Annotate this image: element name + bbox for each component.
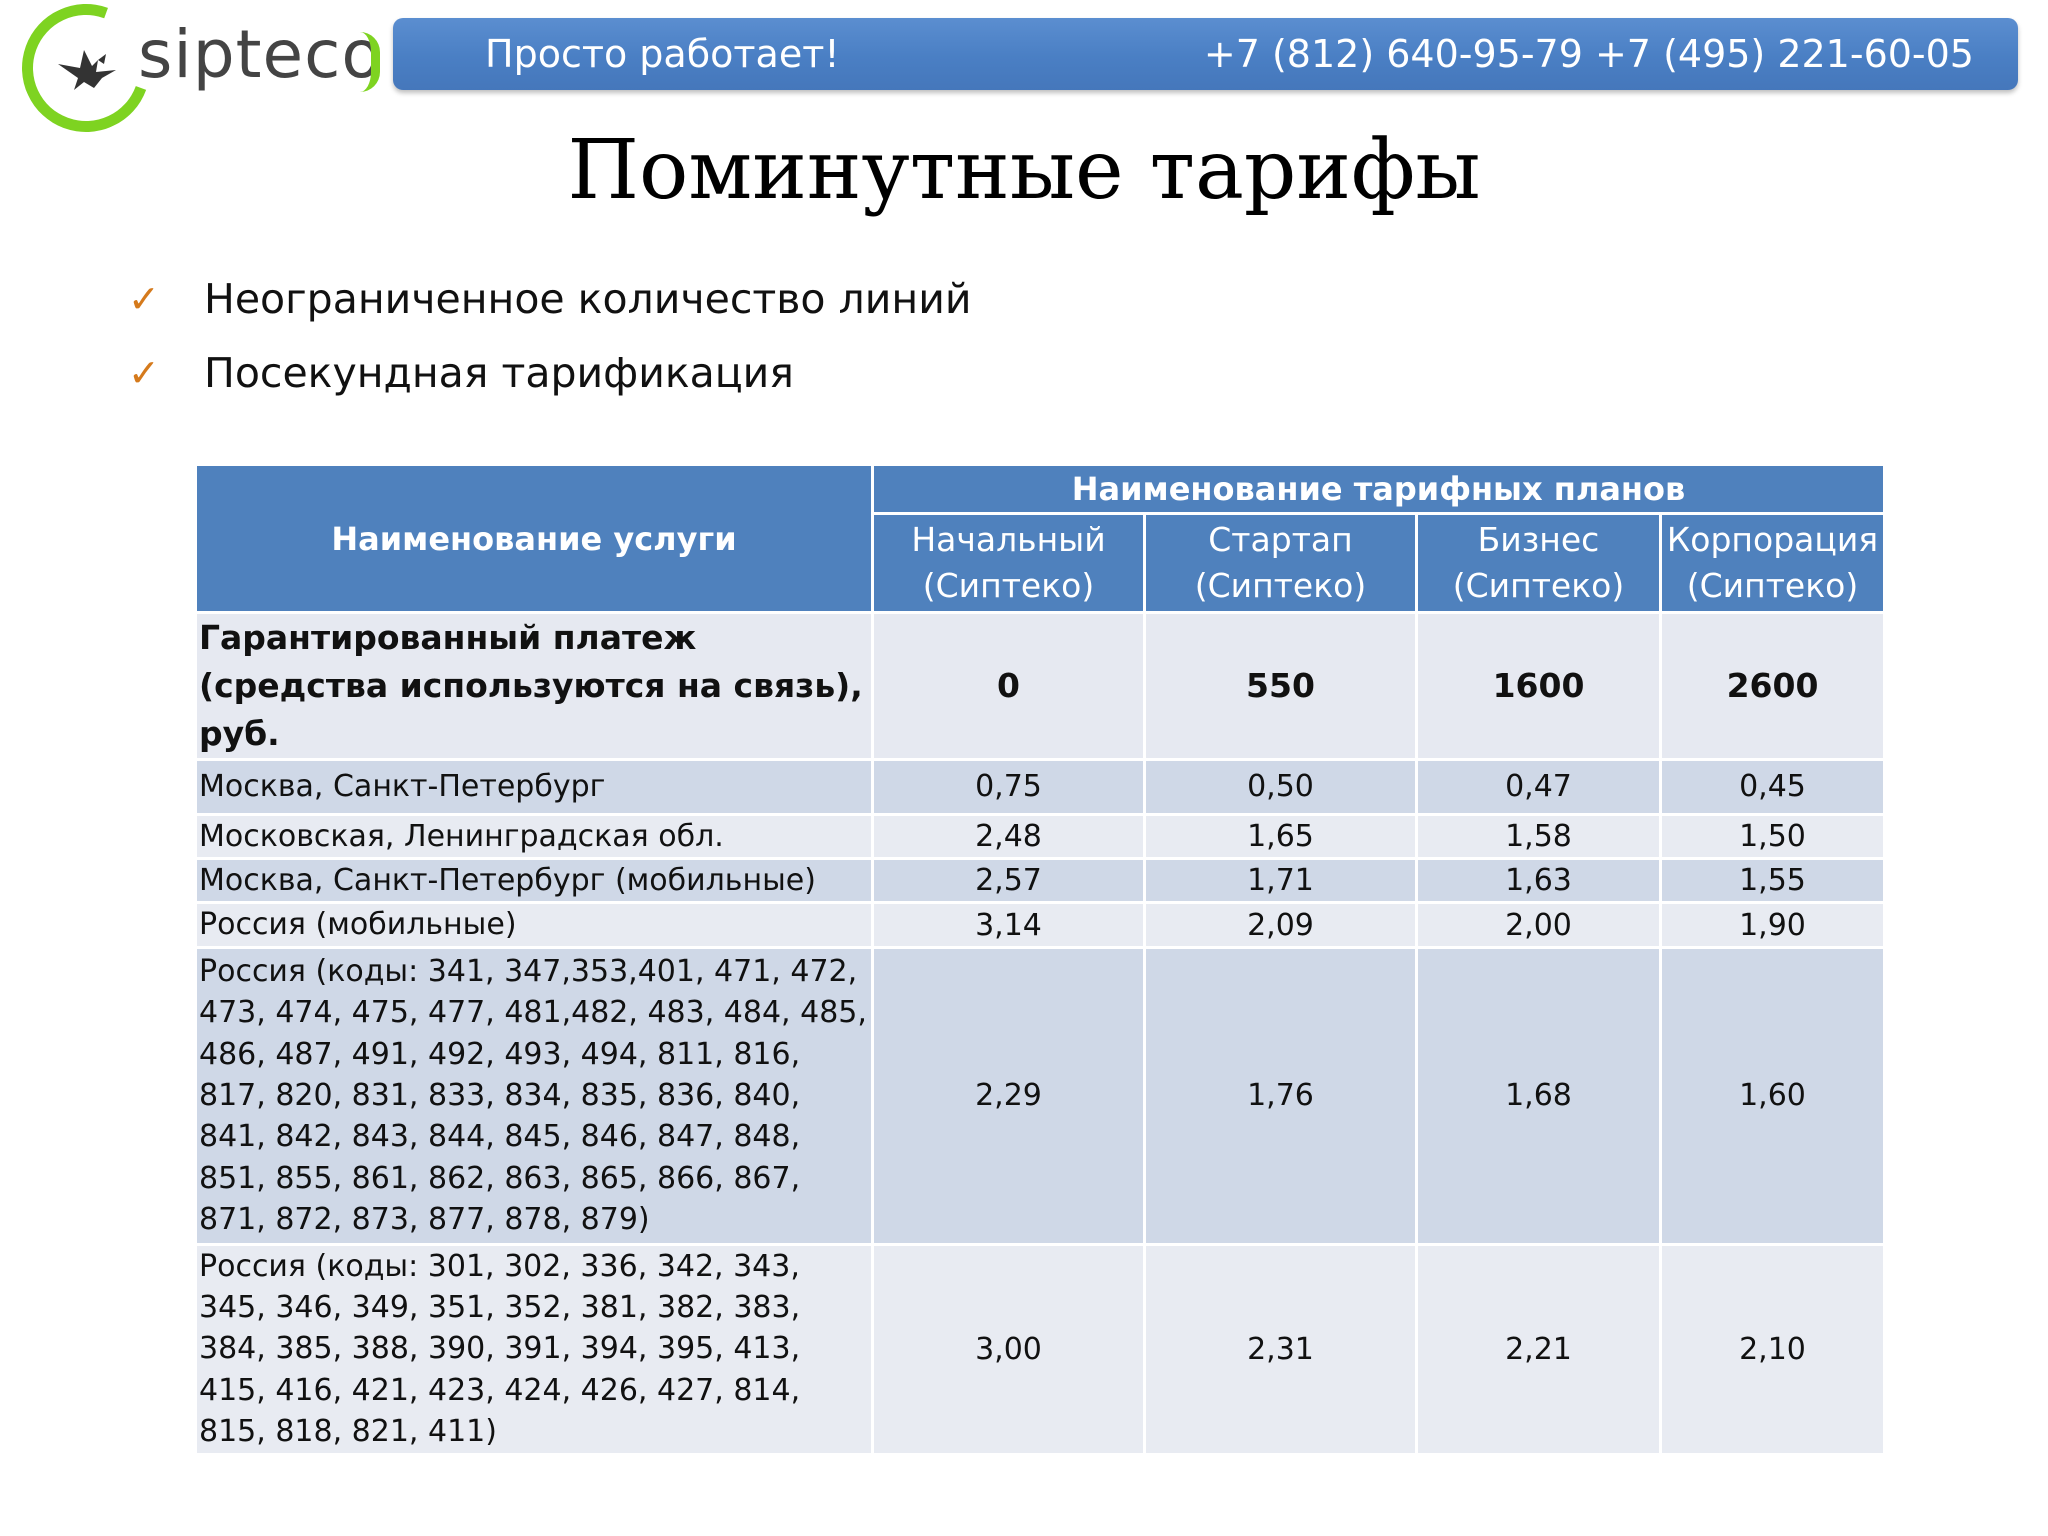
- header-plan: [1661, 514, 1885, 613]
- row-label: Москва, Санкт-Петербург: [196, 759, 873, 814]
- feature-text: Посекундная тарификация: [204, 349, 794, 397]
- plan-name: Бизнес: [1477, 519, 1600, 559]
- row-value: 0,50: [1145, 759, 1417, 814]
- page-title: Поминутные тарифы: [567, 123, 1481, 218]
- header-plans-group: Наименование тарифных планов: [873, 465, 1885, 514]
- row-value: 0,45: [1661, 759, 1885, 814]
- plan-sub: (Сиптеко): [1194, 566, 1367, 605]
- plan-name: Корпорация: [1666, 519, 1879, 559]
- row-value: 0,75: [873, 759, 1145, 814]
- row-value: 3,14: [873, 903, 1145, 947]
- row-value: 2,29: [873, 947, 1145, 1244]
- row-value: 1,68: [1417, 947, 1661, 1244]
- table-row: [196, 903, 1885, 947]
- header-plan: [873, 514, 1145, 613]
- banner-slogan: Просто работает!: [485, 32, 840, 76]
- row-label: Москва, Санкт-Петербург (мобильные): [196, 858, 873, 902]
- row-label: Россия (коды: 301, 302, 336, 342, 343, 345, 346, 349, 351, 352, 381, 382, 383, 384, 385, 388, 390, 391, 394, 395, 413, 415, 416, 421, 423, 424, 426, 427, 814, 815, 818, 821, 411): [196, 1244, 873, 1454]
- header-plan: [1145, 514, 1417, 613]
- table-row: [196, 947, 1885, 1244]
- row-value: 2,09: [1145, 903, 1417, 947]
- table-row: [196, 759, 1885, 814]
- row-label: Россия (коды: 341, 347,353,401, 471, 472, 473, 474, 475, 477, 481,482, 483, 484, 485, 486, 487, 491, 492, 493, 494, 811, 816, 817, 820, 831, 833, 834, 835, 836, 840, 841, 842, 843, 844, 845, 846, 847, 848, 851, 855, 861, 862, 863, 865, 866, 867, 871, 872, 873, 877, 878, 879): [196, 947, 873, 1244]
- plan-sub: (Сиптеко): [1686, 566, 1859, 605]
- table-row: [196, 814, 1885, 858]
- row-value: 0,47: [1417, 759, 1661, 814]
- row-label: Гарантированный платеж (средства используются на связь), руб.: [196, 613, 873, 760]
- row-value: 1,90: [1661, 903, 1885, 947]
- tariff-table: [194, 463, 1886, 1456]
- row-value: 2,57: [873, 858, 1145, 902]
- header-plan: [1417, 514, 1661, 613]
- row-value: 2,10: [1661, 1244, 1885, 1454]
- row-value: 1,55: [1661, 858, 1885, 902]
- checkmark-icon: ✓: [128, 351, 160, 395]
- dove-icon: [54, 38, 124, 98]
- feature-list: [128, 262, 972, 410]
- row-value: 1,65: [1145, 814, 1417, 858]
- plan-name: Стартап: [1208, 519, 1353, 559]
- feature-text: Неограниченное количество линий: [204, 275, 972, 323]
- row-value: 1,50: [1661, 814, 1885, 858]
- table-row: [196, 858, 1885, 902]
- row-label: Московская, Ленинградская обл.: [196, 814, 873, 858]
- table-row: [196, 1244, 1885, 1454]
- row-value: 1,71: [1145, 858, 1417, 902]
- top-banner: [393, 18, 2018, 90]
- row-value: 1600: [1417, 613, 1661, 760]
- row-value: 2,31: [1145, 1244, 1417, 1454]
- row-value: 0: [873, 613, 1145, 760]
- banner-phones: +7 (812) 640-95-79 +7 (495) 221-60-05: [1203, 32, 1974, 76]
- plan-sub: (Сиптеко): [1452, 566, 1625, 605]
- row-value: 2,21: [1417, 1244, 1661, 1454]
- row-value: 2600: [1661, 613, 1885, 760]
- row-label: Россия (мобильные): [196, 903, 873, 947]
- sipteco-logo: [22, 4, 383, 124]
- row-value: 1,63: [1417, 858, 1661, 902]
- feature-item: [128, 336, 972, 410]
- plan-name: Начальный: [911, 519, 1106, 559]
- row-value: 2,48: [873, 814, 1145, 858]
- plan-sub: (Сиптеко): [922, 566, 1095, 605]
- header-service: Наименование услуги: [196, 465, 873, 613]
- row-value: 2,00: [1417, 903, 1661, 947]
- feature-item: [128, 262, 972, 336]
- checkmark-icon: ✓: [128, 277, 160, 321]
- table-row: [196, 613, 1885, 760]
- row-value: 1,60: [1661, 947, 1885, 1244]
- row-value: 550: [1145, 613, 1417, 760]
- row-value: 1,76: [1145, 947, 1417, 1244]
- logo-wordmark: sipteco: [138, 16, 383, 93]
- row-value: 3,00: [873, 1244, 1145, 1454]
- row-value: 1,58: [1417, 814, 1661, 858]
